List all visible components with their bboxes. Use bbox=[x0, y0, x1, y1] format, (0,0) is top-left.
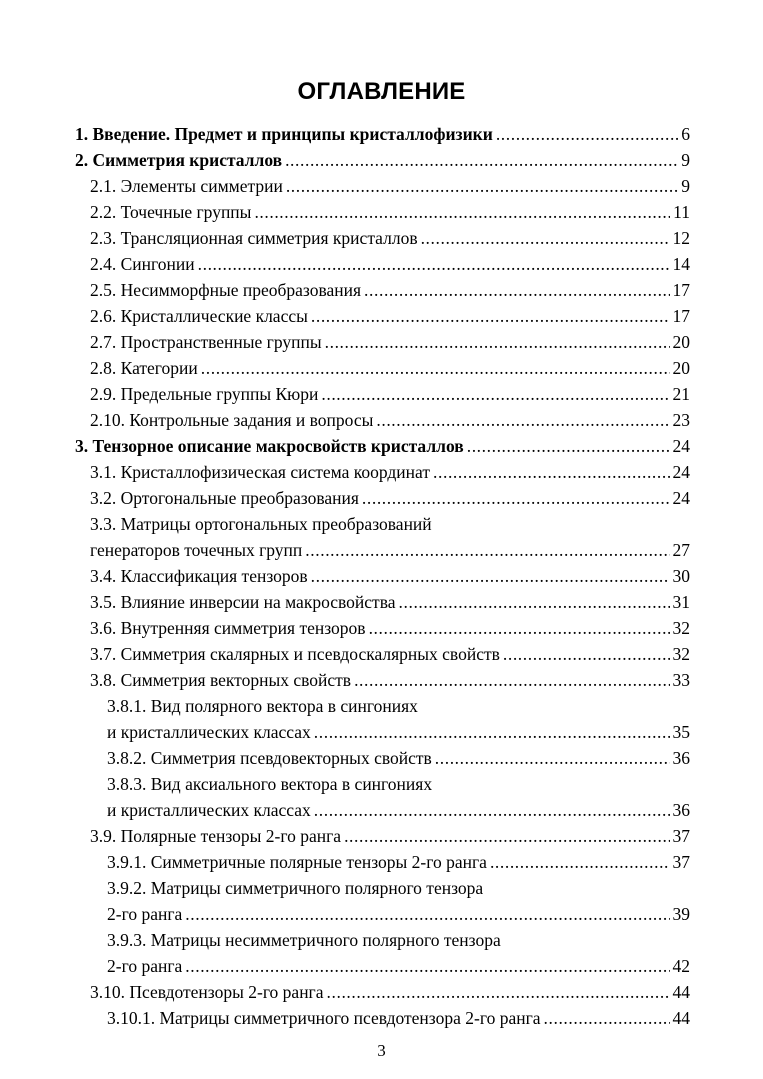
toc-entry-first-line: 3.3. Матрицы ортогональных преобразований bbox=[90, 514, 432, 534]
leader-dots bbox=[435, 745, 670, 771]
toc-entry-page: 17 bbox=[672, 306, 690, 326]
leader-dots bbox=[467, 433, 670, 459]
toc-entry-label: 2.10. Контрольные задания и вопросы bbox=[90, 410, 374, 430]
toc-entry-page: 36 bbox=[672, 748, 690, 768]
toc-entry-label: 3.5. Влияние инверсии на макросвойства bbox=[90, 592, 396, 612]
leader-dots bbox=[325, 329, 670, 355]
toc-entry[interactable] bbox=[90, 381, 690, 407]
toc-entry[interactable] bbox=[90, 225, 690, 251]
leader-dots bbox=[314, 797, 670, 823]
leader-dots bbox=[344, 823, 669, 849]
toc-entry-label: 2.8. Категории bbox=[90, 358, 198, 378]
toc-entry-label: 2.1. Элементы симметрии bbox=[90, 176, 283, 196]
toc-entry[interactable] bbox=[90, 251, 690, 277]
leader-dots bbox=[305, 537, 669, 563]
toc-entry-page: 20 bbox=[672, 332, 690, 352]
page-number: 3 bbox=[377, 1041, 386, 1060]
toc-entry[interactable] bbox=[90, 563, 690, 589]
toc-entry-page: 44 bbox=[672, 982, 690, 1002]
toc-entry-label: 3.9.1. Симметричные полярные тензоры 2-го ранга bbox=[107, 852, 487, 872]
toc-entry[interactable] bbox=[90, 485, 690, 511]
leader-dots bbox=[254, 199, 670, 225]
toc-entry[interactable] bbox=[90, 407, 690, 433]
leader-dots bbox=[364, 277, 669, 303]
toc-entry-label: и кристаллических классах bbox=[107, 800, 311, 820]
toc-entry-label: 2.6. Кристаллические классы bbox=[90, 306, 308, 326]
toc-entry-page: 11 bbox=[673, 202, 690, 222]
leader-dots bbox=[433, 459, 669, 485]
toc-entry-label: 3.10.1. Матрицы симметричного псевдотензора 2-го ранга bbox=[107, 1008, 541, 1028]
toc-entry-page: 24 bbox=[672, 436, 690, 456]
toc-entry[interactable] bbox=[107, 745, 690, 771]
leader-dots bbox=[314, 719, 670, 745]
leader-dots bbox=[198, 251, 670, 277]
toc-entry[interactable] bbox=[90, 199, 690, 225]
toc-entry-page: 23 bbox=[672, 410, 690, 430]
toc-entry[interactable] bbox=[107, 875, 690, 927]
toc-entry-page: 31 bbox=[672, 592, 690, 612]
toc-entry-label: 3.8.2. Симметрия псевдовекторных свойств bbox=[107, 748, 432, 768]
toc-entry[interactable] bbox=[90, 459, 690, 485]
toc-entry-page: 32 bbox=[672, 618, 690, 638]
leader-dots bbox=[490, 849, 670, 875]
toc-entry-page: 20 bbox=[672, 358, 690, 378]
toc-entry[interactable] bbox=[90, 641, 690, 667]
leader-dots bbox=[399, 589, 670, 615]
toc-entry-label: 2.2. Точечные группы bbox=[90, 202, 252, 222]
toc-entry-page: 32 bbox=[672, 644, 690, 664]
toc-entry-label: 2.9. Предельные группы Кюри bbox=[90, 384, 319, 404]
leader-dots bbox=[311, 563, 670, 589]
toc-entry[interactable] bbox=[90, 823, 690, 849]
leader-dots bbox=[354, 667, 669, 693]
toc-entry[interactable] bbox=[107, 927, 690, 979]
toc-entry-page: 37 bbox=[672, 852, 690, 872]
toc-entry-first-line: 3.8.1. Вид полярного вектора в сингониях bbox=[107, 696, 418, 716]
toc-entry[interactable] bbox=[90, 589, 690, 615]
toc-entry-label: 3.4. Классификация тензоров bbox=[90, 566, 308, 586]
toc-entry-page: 24 bbox=[672, 488, 690, 508]
toc-entry-page: 37 bbox=[672, 826, 690, 846]
toc-entry-page: 14 bbox=[672, 254, 690, 274]
page-title: ОГЛАВЛЕНИЕ bbox=[297, 78, 466, 105]
leader-dots bbox=[327, 979, 670, 1005]
toc-entry-label: 3.10. Псевдотензоры 2-го ранга bbox=[90, 982, 324, 1002]
toc-entry-label: 2.4. Сингонии bbox=[90, 254, 195, 274]
leader-dots bbox=[285, 147, 678, 173]
leader-dots bbox=[185, 953, 669, 979]
toc-entry-first-line: 3.9.3. Матрицы несимметричного полярного тензора bbox=[107, 930, 501, 950]
toc-entry[interactable] bbox=[90, 173, 690, 199]
toc-entry[interactable] bbox=[107, 693, 690, 745]
toc-entry-first-line: 3.8.3. Вид аксиального вектора в сингониях bbox=[107, 774, 433, 794]
toc-entry[interactable] bbox=[90, 329, 690, 355]
toc-entry-label: 3.7. Симметрия скалярных и псевдоскалярных свойств bbox=[90, 644, 500, 664]
toc-entry-label: 2.5. Несимморфные преобразования bbox=[90, 280, 362, 300]
leader-dots bbox=[201, 355, 670, 381]
leader-dots bbox=[185, 901, 669, 927]
toc-entry[interactable] bbox=[90, 979, 690, 1005]
toc-entry-page: 24 bbox=[672, 462, 690, 482]
leader-dots bbox=[369, 615, 670, 641]
toc-entry[interactable] bbox=[75, 433, 690, 459]
toc-entry[interactable] bbox=[90, 277, 690, 303]
toc-entry-page: 35 bbox=[672, 722, 690, 742]
toc-entry-label: 3.6. Внутренняя симметрия тензоров bbox=[90, 618, 366, 638]
toc-entry[interactable] bbox=[90, 667, 690, 693]
toc-entry-page: 39 bbox=[672, 904, 690, 924]
leader-dots bbox=[421, 225, 670, 251]
toc-entry[interactable] bbox=[75, 121, 690, 147]
toc-entry[interactable] bbox=[75, 147, 690, 173]
toc-entry-label: 2.3. Трансляционная симметрия кристаллов bbox=[90, 228, 418, 248]
leader-dots bbox=[496, 121, 678, 147]
toc-entry[interactable] bbox=[107, 1005, 690, 1031]
toc-entry-label: 3.2. Ортогональные преобразования bbox=[90, 488, 359, 508]
table-of-contents bbox=[0, 121, 763, 1031]
toc-entry-label: 3.8. Симметрия векторных свойств bbox=[90, 670, 352, 690]
toc-entry-label: генераторов точечных групп bbox=[90, 540, 303, 560]
toc-entry-page: 9 bbox=[681, 176, 690, 196]
toc-entry[interactable] bbox=[90, 511, 690, 563]
leader-dots bbox=[311, 303, 670, 329]
toc-entry-label: 3.9. Полярные тензоры 2-го ранга bbox=[90, 826, 342, 846]
toc-entry-page: 12 bbox=[672, 228, 690, 248]
toc-entry-page: 30 bbox=[672, 566, 690, 586]
toc-entry-page: 27 bbox=[672, 540, 690, 560]
leader-dots bbox=[544, 1005, 670, 1031]
toc-entry[interactable] bbox=[90, 615, 690, 641]
toc-entry-label: 3.1. Кристаллофизическая система координат bbox=[90, 462, 431, 482]
toc-entry-label: 1. Введение. Предмет и принципы кристаллофизики bbox=[75, 124, 493, 144]
toc-entry[interactable] bbox=[107, 771, 690, 823]
toc-entry-page: 42 bbox=[672, 956, 690, 976]
toc-entry[interactable] bbox=[90, 303, 690, 329]
toc-entry-page: 9 bbox=[681, 150, 690, 170]
toc-entry-label: 2-го ранга bbox=[107, 956, 183, 976]
toc-entry-page: 33 bbox=[672, 670, 690, 690]
leader-dots bbox=[362, 485, 670, 511]
toc-entry-label: 2. Симметрия кристаллов bbox=[75, 150, 283, 170]
toc-entry-label: и кристаллических классах bbox=[107, 722, 311, 742]
toc-entry-label: 2.7. Пространственные группы bbox=[90, 332, 322, 352]
toc-entry-page: 44 bbox=[672, 1008, 690, 1028]
toc-entry[interactable] bbox=[90, 355, 690, 381]
toc-entry[interactable] bbox=[107, 849, 690, 875]
toc-entry-page: 17 bbox=[672, 280, 690, 300]
toc-entry-page: 21 bbox=[672, 384, 690, 404]
leader-dots bbox=[286, 173, 678, 199]
toc-entry-first-line: 3.9.2. Матрицы симметричного полярного тензора bbox=[107, 878, 484, 898]
leader-dots bbox=[503, 641, 670, 667]
toc-entry-label: 2-го ранга bbox=[107, 904, 183, 924]
toc-entry-label: 3. Тензорное описание макросвойств кристаллов bbox=[75, 436, 464, 456]
toc-entry-page: 36 bbox=[672, 800, 690, 820]
leader-dots bbox=[376, 407, 669, 433]
toc-entry-page: 6 bbox=[681, 124, 690, 144]
leader-dots bbox=[321, 381, 669, 407]
